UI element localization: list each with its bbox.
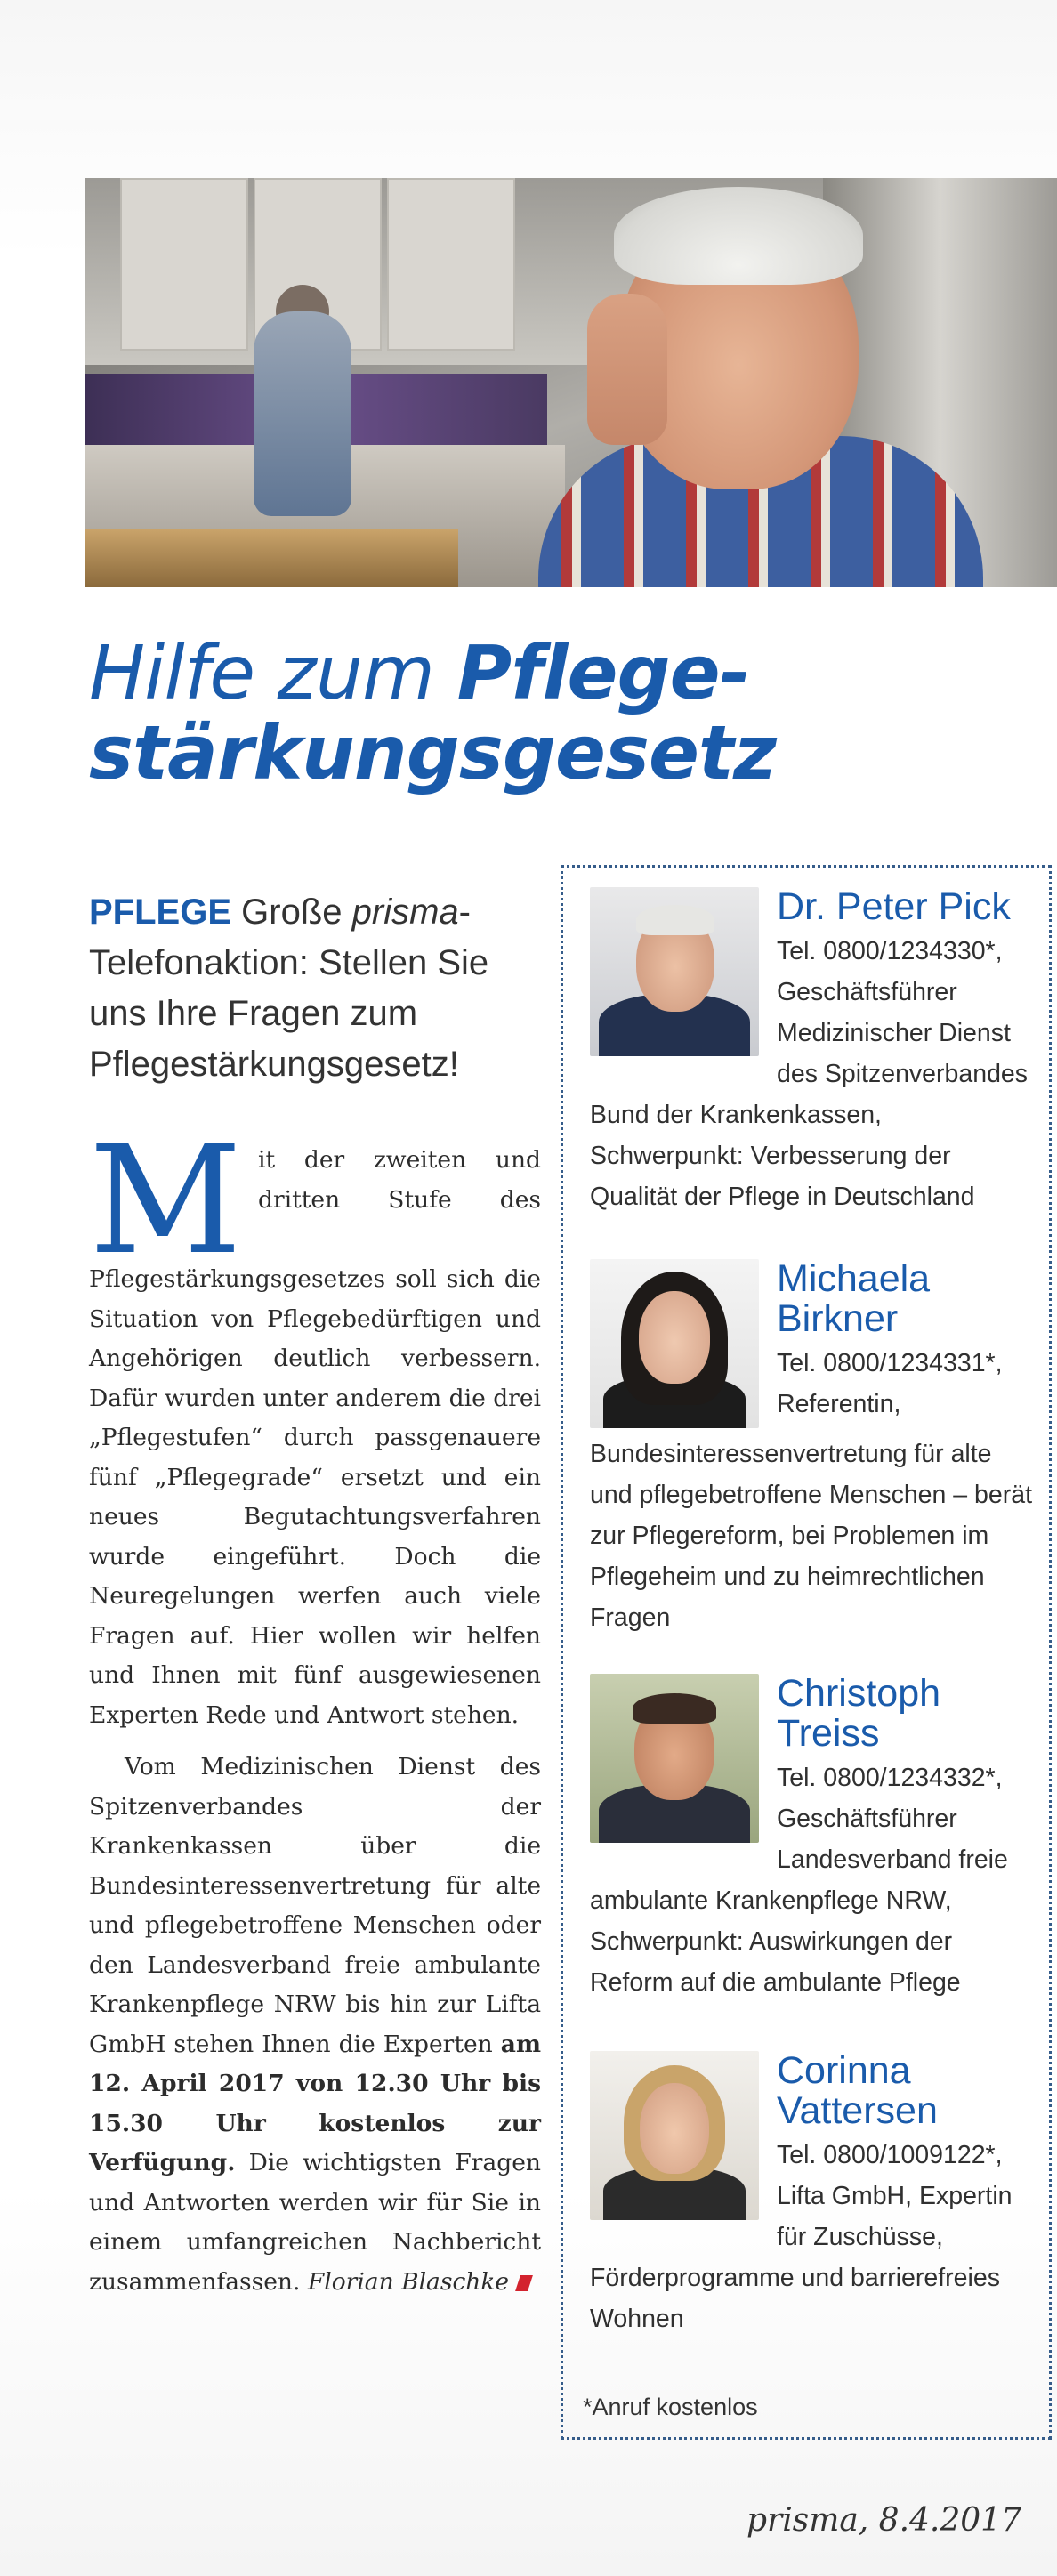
- expert-phone: Tel. 0800/1234332*,: [777, 1764, 1003, 1792]
- expert-description: Lifta GmbH, Expertin für Zuschüsse, Förderprogramme und barrierefreies Wohnen: [590, 2182, 1013, 2333]
- expert-photo: [590, 2051, 759, 2220]
- author-name: Florian Blaschke: [307, 2267, 510, 2296]
- expert-description: Geschäftsführer Medizinischer Dienst des Spitzenverbandes Bund der Krankenkassen, Schwerpunkt: Verbesserung der Qualität der Pflege in Deutschland: [590, 978, 1029, 1211]
- expert-name: Michaela Birkner: [777, 1257, 931, 1340]
- expert-box: [561, 865, 1052, 2440]
- paragraph-1-text: it der zweiten und dritten Stufe des Pflegestärkungsgesetzes soll sich die Situation von Pflegebedürftigen und Angehörigen deutlich verbessern. Dafür wurden unter anderem die drei „Pflegestufen“ durch passgenauere fünf „Pflegegrade“ ersetzt und ein neues Begutachtungsverfahren wurde eingeführt. Doch die Neuregelungen werfen auch viele Fragen auf. Hier wollen wir helfen und Ihnen mit fünf ausgewiesenen Experten Rede und Antwort stehen.: [89, 1146, 541, 1729]
- headline: [89, 629, 1032, 796]
- hero-photo: [85, 178, 1057, 587]
- source-credit: prisma, 8.4.2017: [746, 2502, 1021, 2539]
- paragraph-2-text-a: Vom Medizinischen Dienst des Spitzenverbandes der Krankenkassen über die Bundesinteressenvertretung für alte und pflegebetroffene Menschen oder den Landesverband freie ambulante Krankenpflege NRW bis hin zur Lifta GmbH stehen Ihnen die Experten: [89, 1753, 541, 2058]
- expert-name: Corinna Vattersen: [777, 2049, 938, 2132]
- expert-card: [590, 1674, 1039, 2003]
- headline-bold-2: stärkungsgesetz: [89, 708, 776, 796]
- expert-card: [590, 887, 1039, 1217]
- intro-lead: [89, 887, 552, 1090]
- paragraph-1: [89, 1113, 541, 1735]
- headline-bold-1: Pflege-: [456, 629, 750, 716]
- footnote: *Anruf kostenlos: [583, 2394, 758, 2420]
- expert-photo: [590, 1259, 759, 1428]
- event-date: am 12. April 2017 von 12.30 Uhr bis 15.30 Uhr kostenlos zur Verfügung.: [89, 2030, 541, 2176]
- paragraph-2: [89, 1748, 541, 2302]
- end-mark-icon: [515, 2275, 533, 2291]
- paragraph-2-text-b: Die wichtigsten Fragen und Antworten werden wir für Sie in einem umfangreichen Nachbericht zusammenfassen.: [89, 2149, 541, 2296]
- expert-card: [590, 2051, 1039, 2339]
- expert-phone: Tel. 0800/1009122*,: [777, 2141, 1003, 2169]
- section-tag: PFLEGE: [89, 892, 232, 932]
- drop-cap: M: [89, 1113, 243, 1288]
- expert-phone: Tel. 0800/1234331*,: [777, 1349, 1003, 1377]
- expert-photo: [590, 887, 759, 1056]
- expert-name: Dr. Peter Pick: [777, 885, 1011, 928]
- intro-text-a: Große: [231, 892, 352, 932]
- expert-card: [590, 1259, 1039, 1638]
- expert-description: Geschäftsführer Landesverband freie ambulante Krankenpflege NRW, Schwerpunkt: Auswirkungen der Reform auf die ambulante Pflege: [590, 1805, 1008, 1997]
- expert-name: Christoph Treiss: [777, 1672, 941, 1755]
- article-body: [89, 1113, 541, 2314]
- intro-brand: prisma: [351, 892, 459, 932]
- headline-light: Hilfe zum: [89, 629, 457, 716]
- expert-photo: [590, 1674, 759, 1843]
- expert-phone: Tel. 0800/1234330*,: [777, 937, 1003, 965]
- expert-description: Referentin, Bundesinteressenvertretung für alte und pflegebetroffene Menschen – berät zur Pflegereform, bei Problemen im Pflegeheim und zu heimrechtlichen Fragen: [590, 1390, 1033, 1632]
- intro-text-b: -Telefonaktion: Stellen Sie uns Ihre Fragen zum Pflegestärkungsgesetz!: [89, 892, 489, 1084]
